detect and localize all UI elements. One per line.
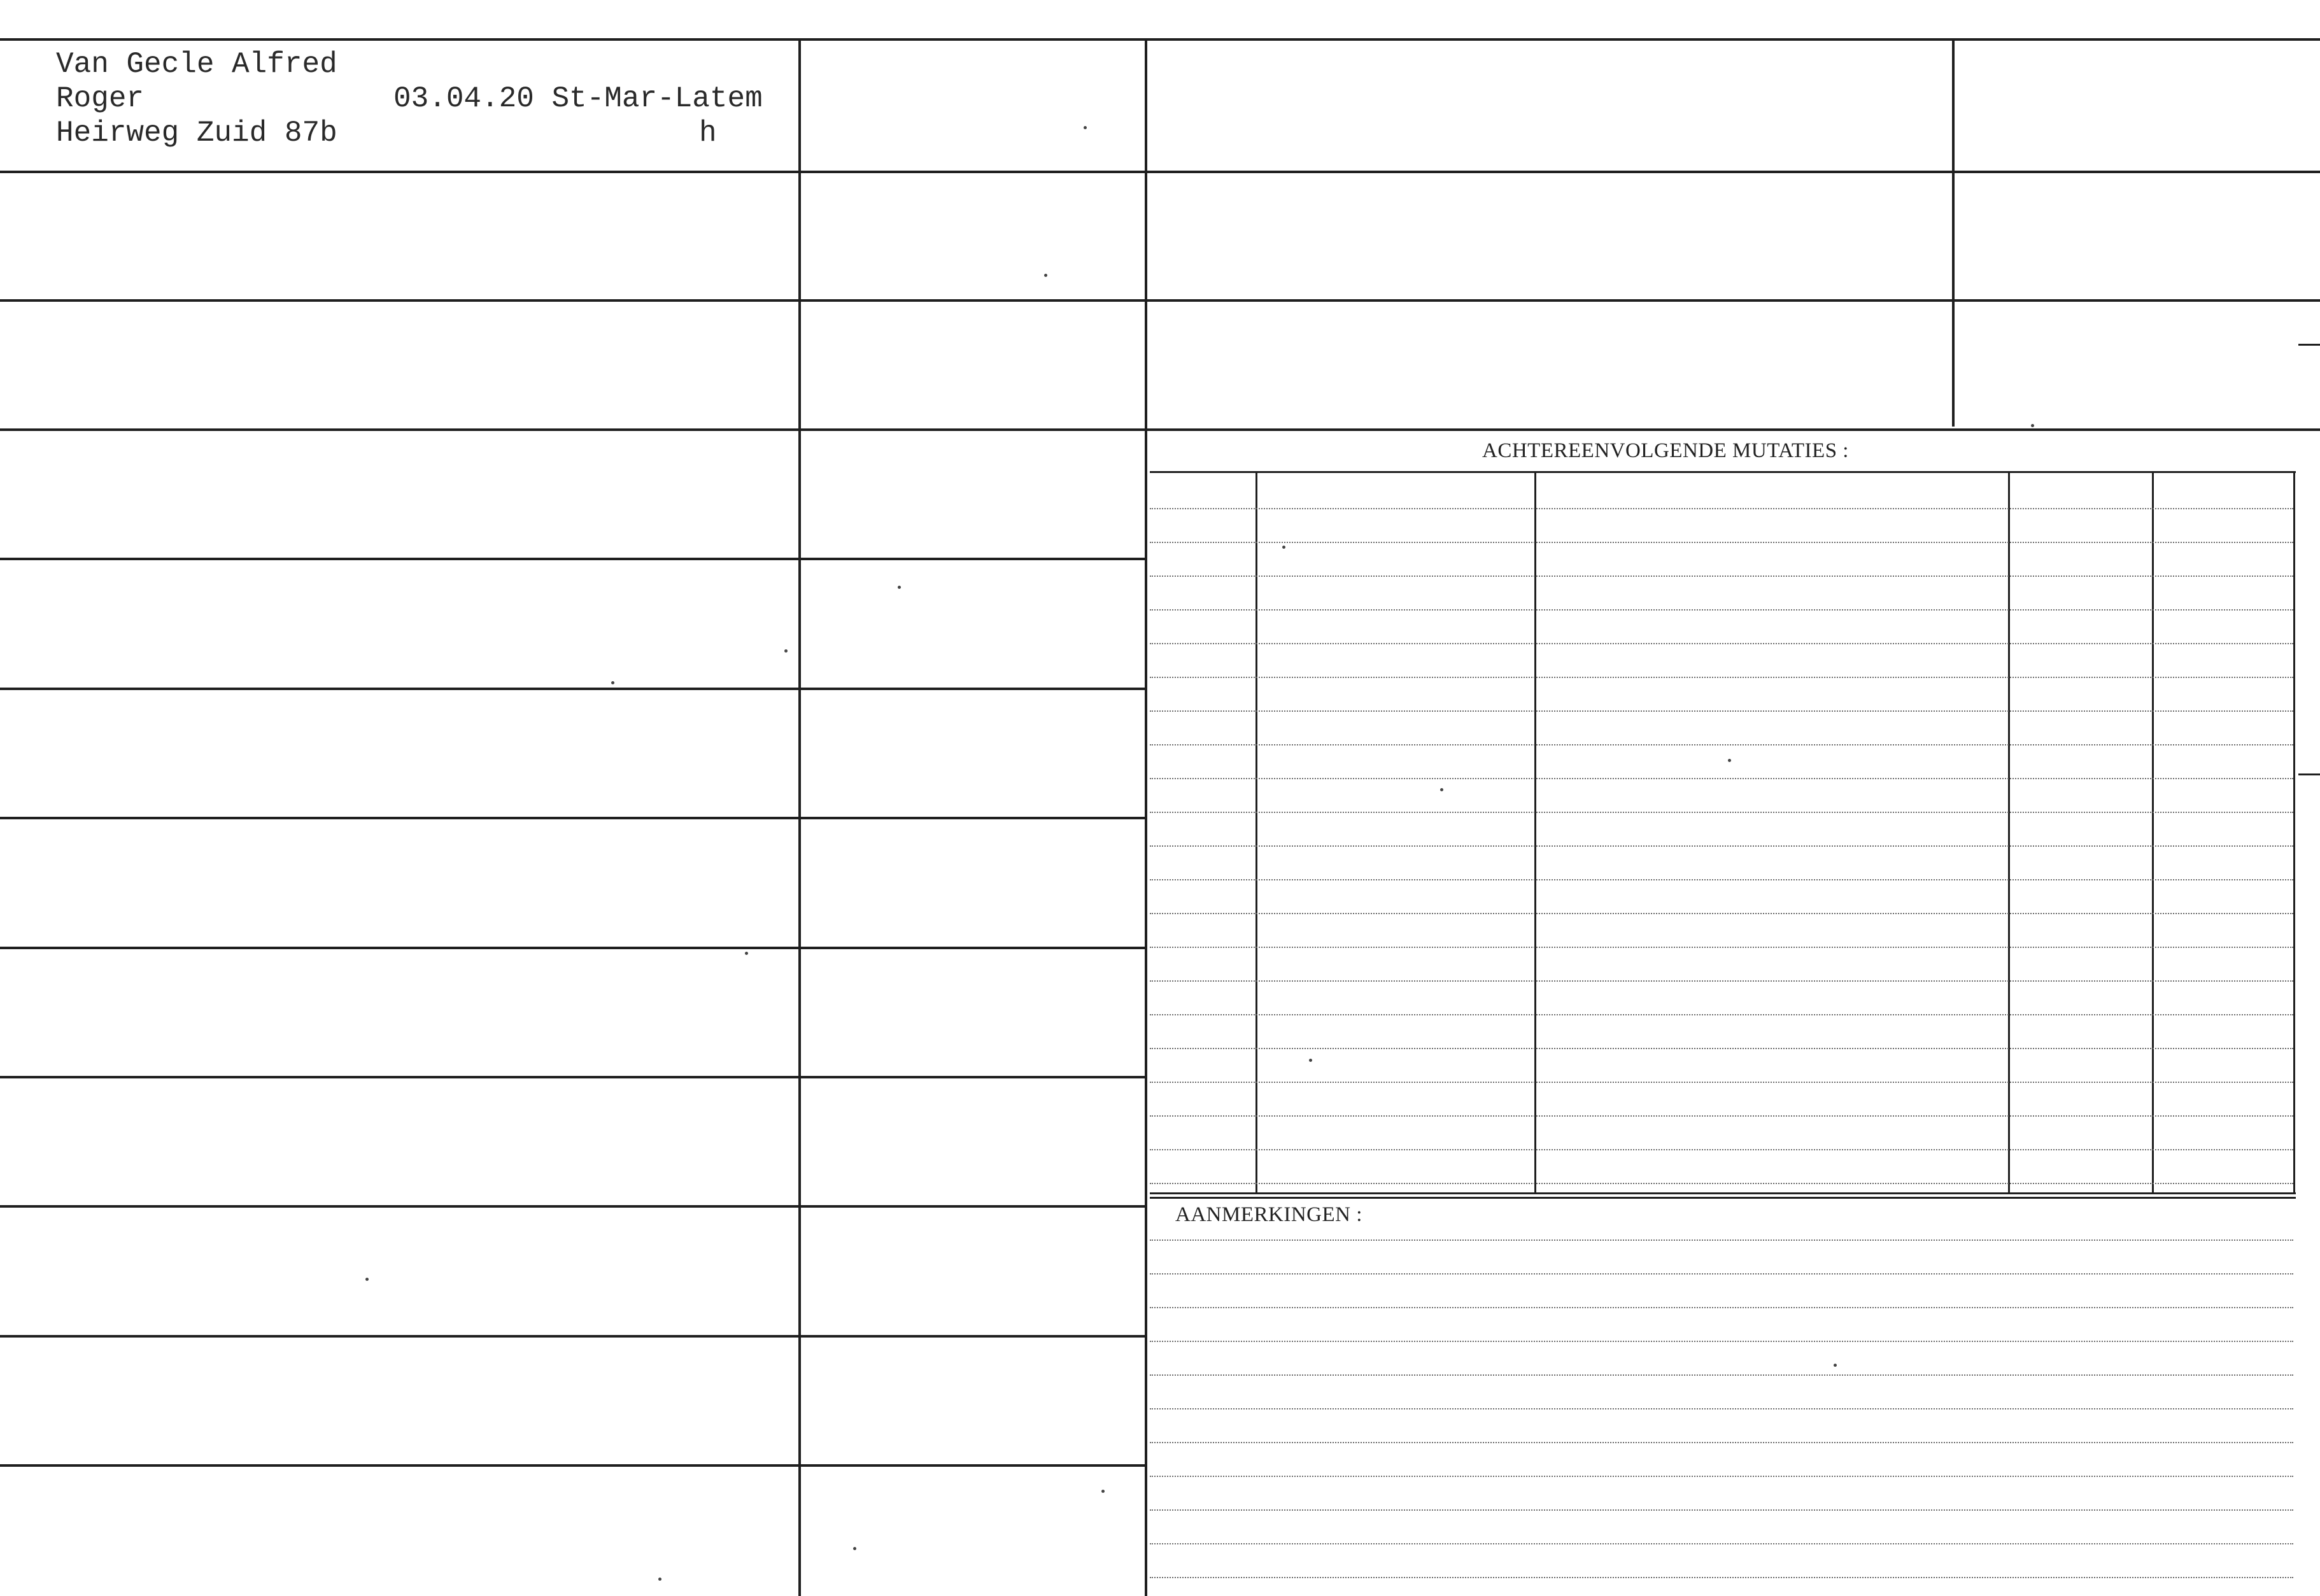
column-divider-line — [798, 41, 801, 1596]
mutations-ruled-line — [1150, 1115, 2293, 1117]
entry-surname-given: Van Gecle Alfred — [56, 48, 337, 81]
mutations-bottom-line — [1150, 1192, 2296, 1194]
right-top-row-line — [1147, 171, 2320, 173]
mutations-ruled-line — [1150, 913, 2293, 914]
remarks-ruled-line — [1150, 1307, 2293, 1308]
remarks-ruled-line — [1150, 1341, 2293, 1342]
mutations-right-line — [2293, 471, 2295, 1192]
mutations-top-line — [1150, 471, 2296, 473]
mutations-column-line — [1534, 471, 1536, 1192]
row-divider-line — [0, 1205, 1146, 1208]
scan-speck — [1440, 788, 1443, 791]
mutations-ruled-line — [1150, 1048, 2293, 1049]
scan-speck — [1309, 1059, 1312, 1062]
mutations-ruled-line — [1150, 744, 2293, 745]
entry-birth-date-place: 03.04.20 St-Mar-Latem — [393, 82, 763, 115]
entry-second-name: Roger — [56, 82, 145, 115]
scan-speck — [784, 649, 788, 653]
scan-speck — [1101, 1490, 1105, 1493]
mutations-ruled-line — [1150, 643, 2293, 644]
remarks-top-line — [1150, 1197, 2296, 1199]
column-divider-line — [1145, 41, 1147, 1596]
mutations-ruled-line — [1150, 609, 2293, 611]
scan-speck — [853, 1547, 856, 1550]
row-divider-line — [0, 428, 1146, 431]
right-top-row-line — [1147, 299, 2320, 302]
remarks-ruled-line — [1150, 1374, 2293, 1376]
remarks-ruled-line — [1150, 1273, 2293, 1275]
row-divider-line — [0, 171, 1146, 173]
row-divider-line — [0, 558, 1146, 560]
mutations-ruled-line — [1150, 812, 2293, 813]
row-divider-line — [0, 1335, 1146, 1338]
remarks-ruled-line — [1150, 1442, 2293, 1443]
remarks-ruled-line — [1150, 1408, 2293, 1409]
remarks-ruled-line — [1150, 1543, 2293, 1544]
scan-speck — [611, 681, 614, 684]
remarks-ruled-line — [1150, 1577, 2293, 1578]
mutations-ruled-line — [1150, 710, 2293, 712]
scan-speck — [1282, 546, 1285, 549]
row-divider-line — [0, 1076, 1146, 1078]
mutations-ruled-line — [1150, 542, 2293, 543]
mutations-heading: ACHTEREENVOLGENDE MUTATIES : — [1482, 439, 1849, 462]
scan-speck — [365, 1278, 369, 1281]
mutations-ruled-line — [1150, 778, 2293, 779]
remarks-ruled-line — [1150, 1239, 2293, 1241]
mutations-ruled-line — [1150, 1082, 2293, 1083]
mutations-ruled-line — [1150, 1149, 2293, 1150]
mutations-ruled-line — [1150, 1014, 2293, 1015]
scan-speck — [1084, 126, 1087, 129]
row-divider-line — [0, 947, 1146, 949]
scan-speck — [2031, 424, 2034, 427]
remarks-heading: AANMERKINGEN : — [1175, 1203, 1362, 1226]
mutations-ruled-line — [1150, 576, 2293, 577]
mutations-ruled-line — [1150, 1183, 2293, 1184]
row-divider-line — [0, 688, 1146, 690]
scan-speck — [1834, 1364, 1837, 1367]
mutations-column-line — [2152, 471, 2154, 1192]
row-divider-line — [0, 1464, 1146, 1467]
mutations-column-line — [2008, 471, 2010, 1192]
remarks-ruled-line — [1150, 1476, 2293, 1477]
entry-mark: h — [699, 117, 717, 150]
row-divider-line — [0, 817, 1146, 819]
mutations-ruled-line — [1150, 947, 2293, 948]
edge-tick-line — [2298, 773, 2320, 775]
mutations-column-line — [1255, 471, 1257, 1192]
right-top-divider-line — [1952, 41, 1955, 427]
scan-speck — [1728, 759, 1731, 762]
entry-address: Heirweg Zuid 87b — [56, 117, 337, 150]
mutations-ruled-line — [1150, 879, 2293, 880]
row-divider-line — [0, 299, 1146, 302]
right-top-bottom-line — [1147, 428, 2320, 431]
scan-speck — [658, 1578, 661, 1581]
mutations-ruled-line — [1150, 845, 2293, 847]
edge-tick-line — [2298, 344, 2320, 346]
top-border-line — [0, 38, 2320, 41]
scan-speck — [1044, 274, 1047, 277]
scan-speck — [898, 586, 901, 589]
mutations-ruled-line — [1150, 980, 2293, 982]
remarks-ruled-line — [1150, 1509, 2293, 1511]
scan-speck — [745, 952, 748, 955]
mutations-ruled-line — [1150, 677, 2293, 678]
mutations-ruled-line — [1150, 508, 2293, 509]
